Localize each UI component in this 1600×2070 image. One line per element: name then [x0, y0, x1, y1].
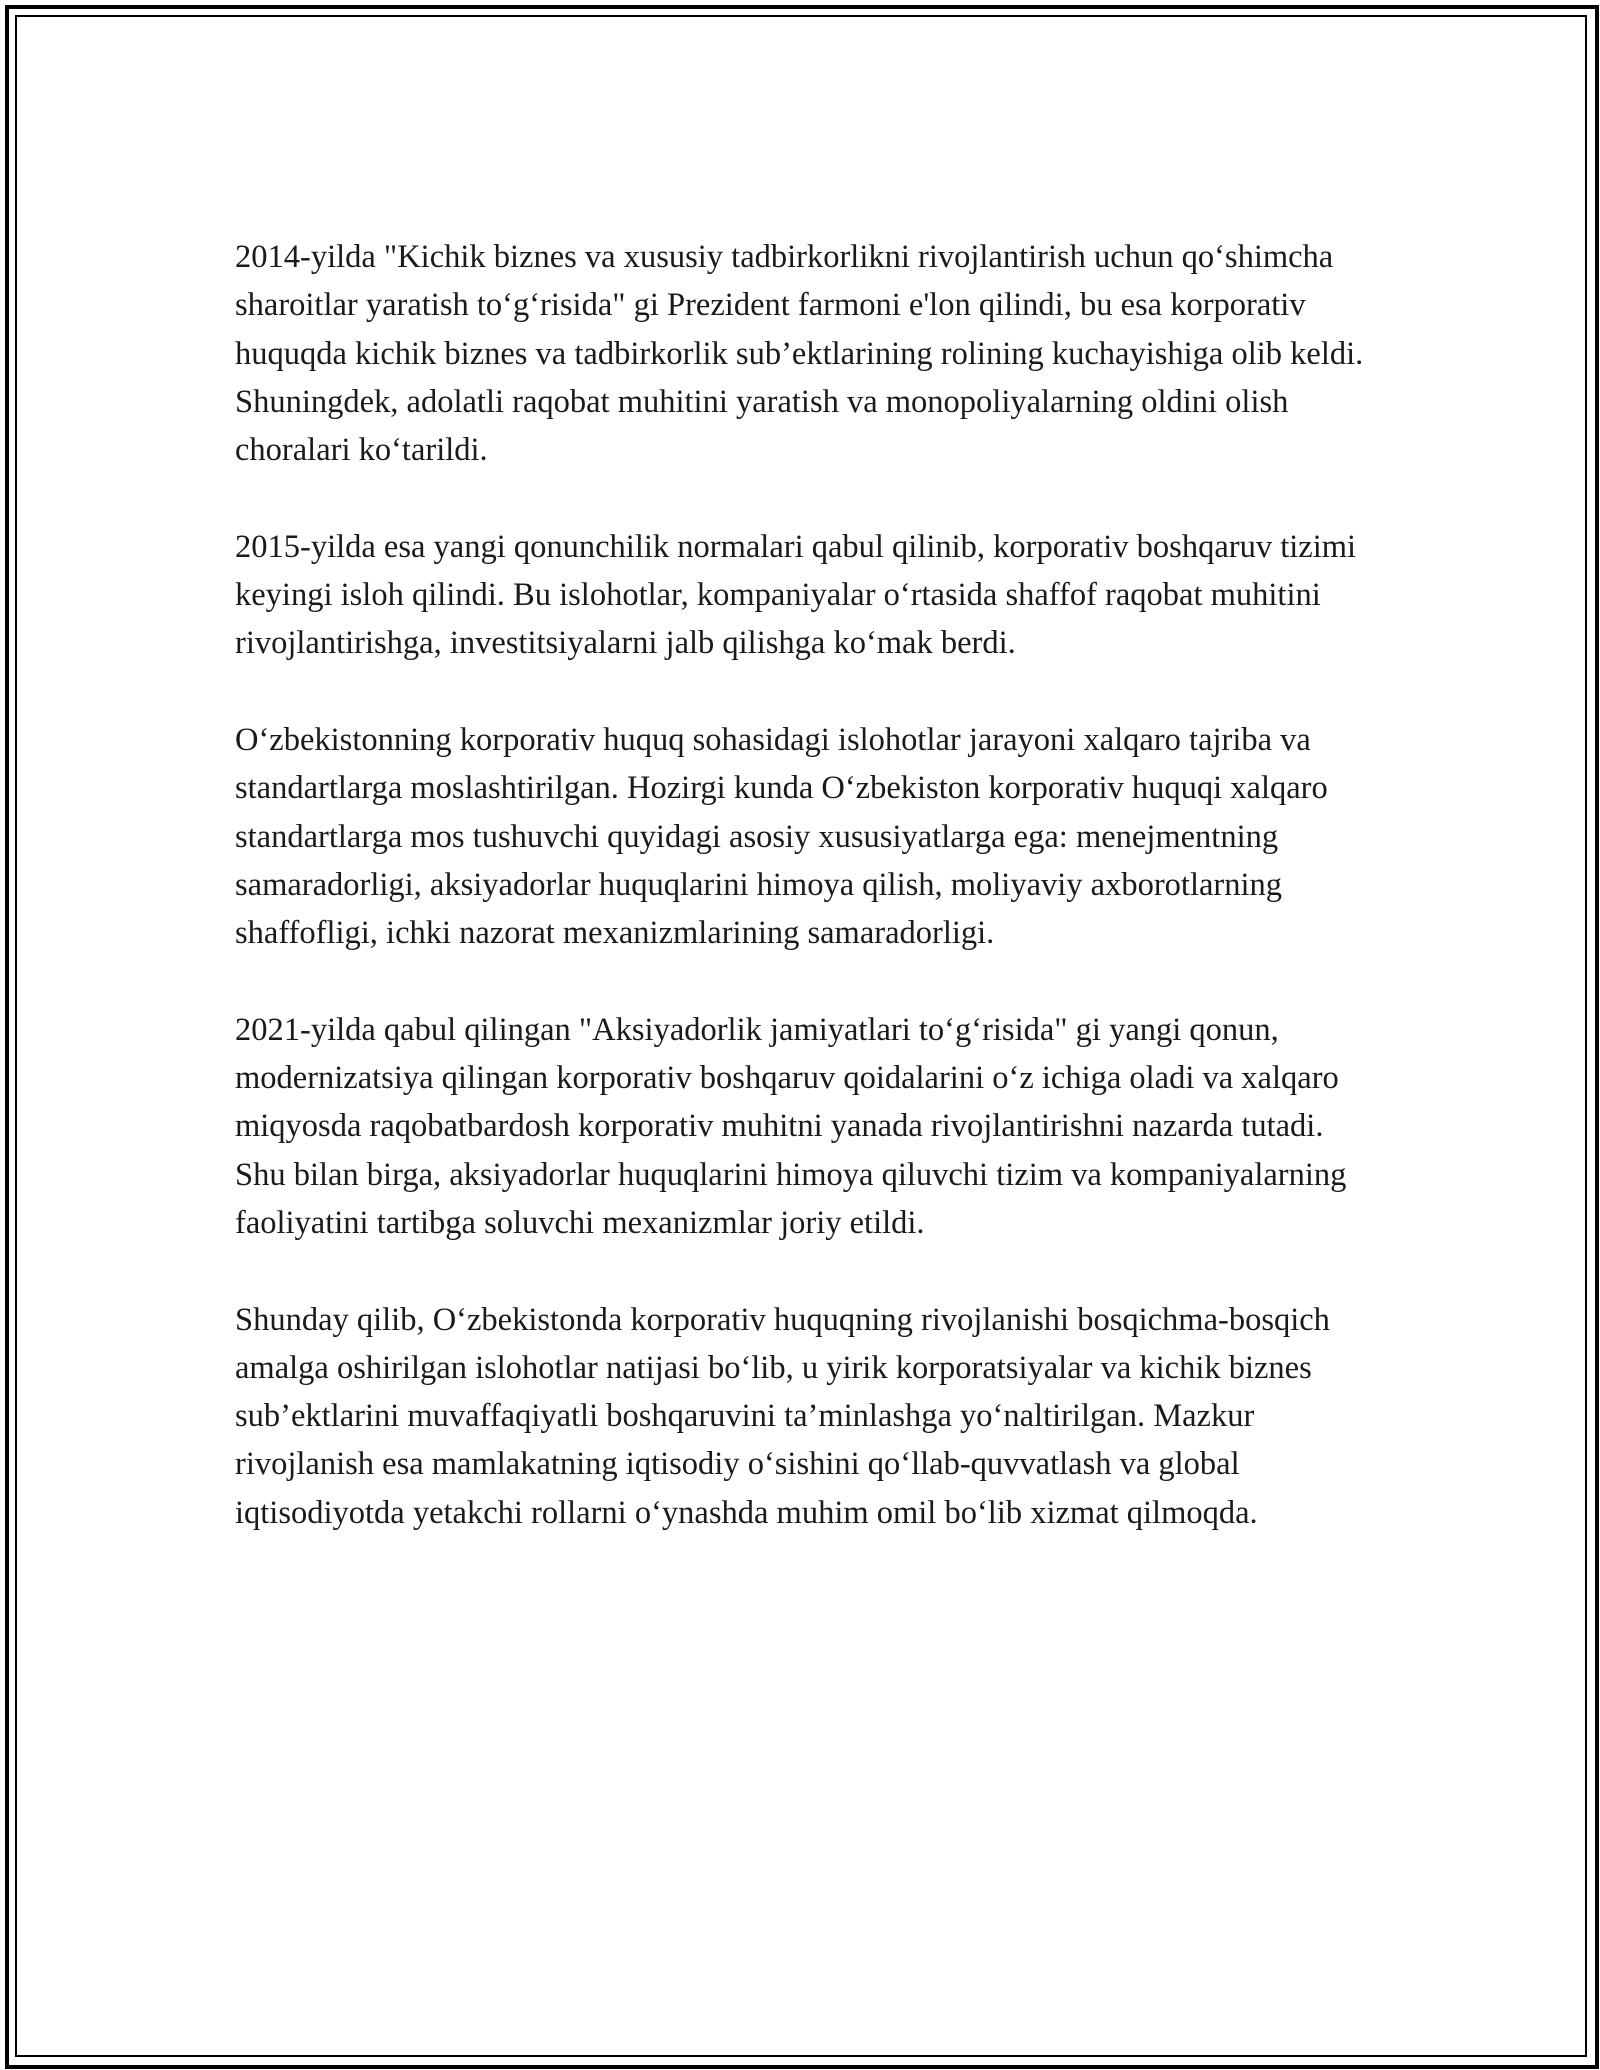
paragraph-conclusion: Shunday qilib, O‘zbekistonda korporativ huquqning rivojlanishi bosqichma-bosqich amalga oshirilgan islohotlar natijasi bo‘lib, u yirik korporatsiyalar va kichik biznes sub’ektlarini muvaffaqiyatli boshqaruvini ta’minlashga yo‘naltirilgan. Mazkur rivojlanish esa mamlakatning iqtisodiy o‘sishini qo‘llab-quvvatlash va global iqtisodiyotda yetakchi rollarni o‘ynashda muhim omil bo‘lib xizmat qilmoqda.	[235, 1301, 1330, 1531]
paragraph-international-standards: O‘zbekistonning korporativ huquq sohasidagi islohotlar jarayoni xalqaro tajriba va standartlarga moslashtirilgan. Hozirgi kunda O‘zbekiston korporativ huquqi xalqaro standartlarga mos tushuvchi quyidagi asosiy xususiyatlarga ega: menejmentning samaradorligi, aksiyadorlar huquqlarini himoya qilish, moliyaviy axborotlarning shaffofligi, ichki nazorat mexanizmlarining samaradorligi.	[235, 721, 1328, 952]
document-body	[235, 233, 1370, 1585]
paragraph-2021-law: 2021-yilda qabul qilingan "Aksiyadorlik jamiyatlari to‘g‘risida" gi yangi qonun, modernizatsiya qilingan korporativ boshqaruv qoidalarini o‘z ichiga oladi va xalqaro miqyosda raqobatbardosh korporativ muhitni yanada rivojlantirishni nazarda tutadi. Shu bilan birga, aksiyadorlar huquqlarini himoya qiluvchi tizim va kompaniyalarning faoliyatini tartibga soluvchi mexanizmlar joriy etildi.	[235, 1011, 1347, 1241]
paragraph-2015-reforms: 2015-yilda esa yangi qonunchilik normalari qabul qilinib, korporativ boshqaruv tizimi keyingi isloh qilindi. Bu islohotlar, kompaniyalar o‘rtasida shaffof raqobat muhitini rivojlantirishga, investitsiyalarni jalb qilishga ko‘mak berdi.	[235, 528, 1357, 662]
paragraph-2014-decree: 2014-yilda "Kichik biznes va xususiy tadbirkorlikni rivojlantirish uchun qo‘shimcha sharoitlar yaratish to‘g‘risida" gi Prezident farmoni e'lon qilindi, bu esa korporativ huquqda kichik biznes va tadbirkorlik sub’ektlarining rolining kuchayishiga olib keldi. Shuningdek, adolatli raqobat muhitini yaratish va monopoliyalarning oldini olish choralari ko‘tarildi.	[235, 239, 1364, 469]
